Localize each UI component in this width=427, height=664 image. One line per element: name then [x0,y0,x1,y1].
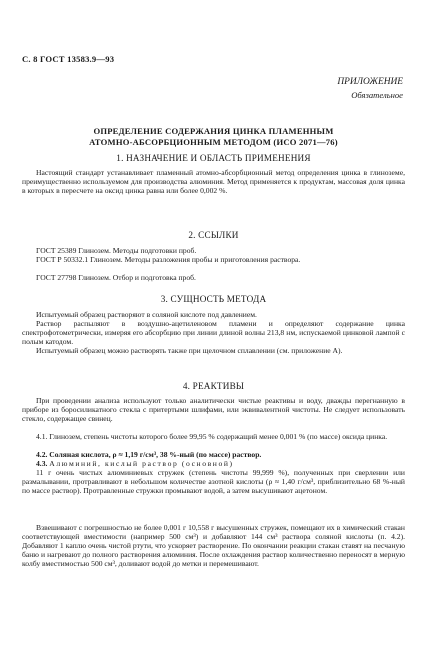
item-4-3-paragraph-2: Взвешивают с погрешностью не более 0,001 г 10,558 г высушенных стружек, помещают их в химический стакан соответствующей вместимости (например 500 см³) и добавляют 144 см³ раствора соляной кислоты (п. 4.2). Добавляют 1 каплю очень чистой ртути, что ускоряет растворение. По окончании реакции стакан ставят на песчаную баню и нагревают до полного растворения алюминия. После охлаждения раствор количественно переносят в мерную колбу вместимостью 500 см³, доливают водой до метки и перемешивают. [22,523,405,568]
section-3-heading: 3. СУЩНОСТЬ МЕТОДА [160,294,267,304]
reference-3: ГОСТ 27798 Глинозем. Отбор и подготовка проб. [36,273,196,282]
item-4-3-number: 4.3. [36,459,48,468]
running-head: С. 8 ГОСТ 13583.9—93 [22,54,115,64]
item-4-3-title: Алюминий, кислый раствор (основной) [49,459,234,468]
title-line-2: АТОМНО-АБСОРБЦИОННЫМ МЕТОДОМ (ИСО 2071—76) [89,136,338,147]
document-title [22,126,405,147]
section-3-paragraph-3: Испытуемый образец можно растворять также при щелочном сплавлении (см. приложение А). [36,346,343,355]
section-4-intro: При проведении анализа используют только аналитически чистые реактивы и воду, дважды перегнанную в приборе из боросиликатного стекла с притертыми шлифами, или эквивалентной чистоты. Не следует использовать стекло, содержащее свинец. [22,396,405,423]
reference-1: ГОСТ 25389 Глинозем. Методы подготовки проб. [36,246,197,255]
section-3-paragraph-1: Испытуемый образец растворяют в соляной кислоте под давлением. [36,310,257,319]
annex-status: Обязательное [351,89,403,100]
item-4-2-text: 4.2. Соляная кислота, ρ ≈ 1,19 г/см³, 38 %-ный (по массе) раствор. [36,450,262,459]
reference-2: ГОСТ Р 50332.1 Глинозем. Методы разложения пробы и приготовления раствора. [36,255,301,264]
section-3-paragraph-2: Раствор распыляют в воздушно-ацетиленовом пламени и определяют содержание цинка спектрофотометрически, измеряя его абсорбцию при линии длиной волны 213,8 нм, испускаемой цинковой лампой с полым катодом. [22,319,405,346]
section-4-heading: 4. РЕАКТИВЫ [182,381,245,391]
annex-label [337,76,403,101]
item-4-3-paragraph-1: 11 г очень чистых алюминиевых стружек (степень чистоты 99,999 %), полученных при сверлении или размалывании, протравливают в небольшом количестве азотной кислоты (ρ ≈ 1,40 г/см³, приблизительно 68 %-ный по массе раствор). Протравленные стружки промывают водой, а затем высушивают ацетоном. [22,468,405,495]
section-1-heading: 1. НАЗНАЧЕНИЕ И ОБЛАСТЬ ПРИМЕНЕНИЯ [116,153,311,163]
section-1-paragraph: Настоящий стандарт устанавливает пламенный атомно-абсорбционный метод определения цинка в глиноземе, преимущественно используемом для производства алюминия. Метод применяется к продуктам, массовая доля цинка в которых в пересчете на оксид цинка равна или более 0,002 %. [22,168,405,195]
title-line-1: ОПРЕДЕЛЕНИЕ СОДЕРЖАНИЯ ЦИНКА ПЛАМЕННЫМ [93,126,334,136]
annex-title: ПРИЛОЖЕНИЕ [337,77,403,87]
section-2-heading: 2. ССЫЛКИ [188,230,239,240]
item-4-1: 4.1. Глинозем, степень чистоты которого более 99,95 % содержащий менее 0,001 % (по массе) оксида цинка. [36,432,388,441]
